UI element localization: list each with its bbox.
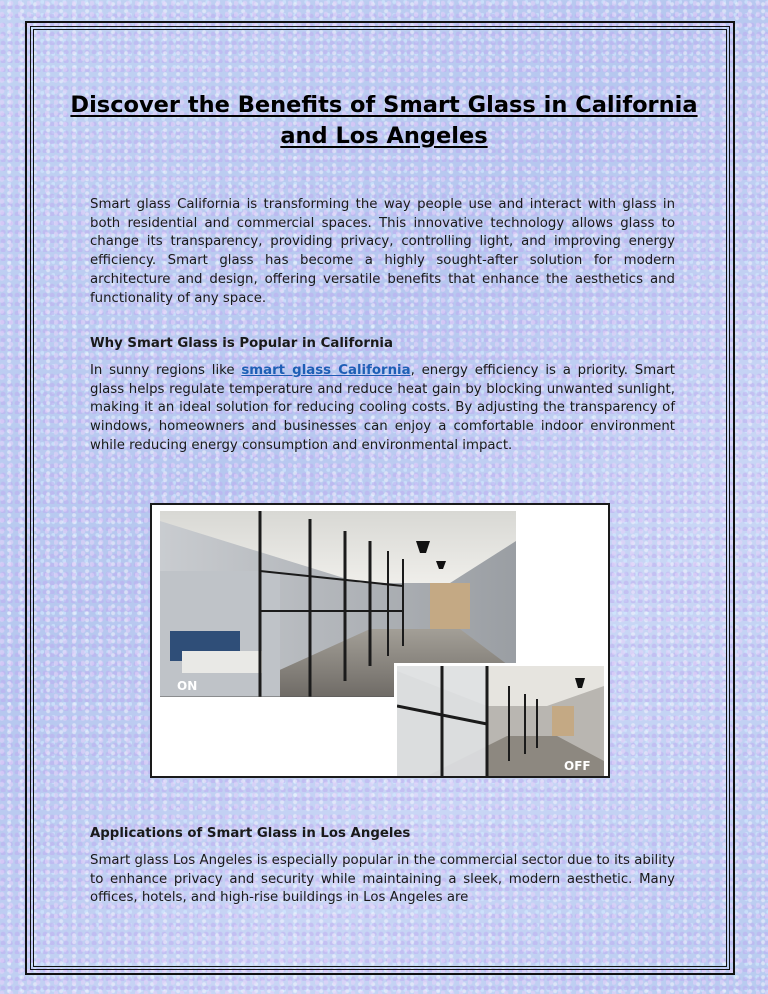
- section-heading-california: Why Smart Glass is Popular in California: [90, 336, 393, 351]
- page-title: Discover the Benefits of Smart Glass in California and Los Angeles: [70, 92, 698, 149]
- paragraph-text: , energy efficiency is a priority. Smart glass helps regulate temperature and reduce heat gain by blocking unwanted sunlight, making it an ideal solution for reducing cooling costs. By adjusting the transparency of windows, homeowners and businesses can enjoy a comfortable indoor environment while reducing energy consumption and environmental impact.: [90, 363, 675, 453]
- paragraph-text: In sunny regions like: [90, 363, 242, 378]
- section-paragraph-los-angeles: Smart glass Los Angeles is especially popular in the commercial sector due to its ability to enhance privacy and security while maintaining a sleek, modern aesthetic. Many offices, hotels, and high-rise buildings in Los Angeles are: [90, 853, 675, 906]
- section-heading-los-angeles: Applications of Smart Glass in Los Angeles: [90, 826, 411, 841]
- office-photo-off: [394, 663, 604, 776]
- off-label: OFF: [564, 759, 591, 773]
- smart-glass-california-link[interactable]: smart glass California: [241, 363, 411, 378]
- intro-paragraph: Smart glass California is transforming the way people use and interact with glass in both residential and commercial spaces. This innovative technology allows glass to change its transparency, providing privacy, controlling light, and improving energy efficiency. Smart glass has become a highly sought-after solution for modern architecture and design, offering versatile benefits that enhance the aesthetics and functionality of any space.: [90, 197, 675, 306]
- on-label: ON: [177, 679, 198, 693]
- section-paragraph-california: [90, 362, 675, 456]
- smart-glass-on-off-image: [150, 503, 610, 778]
